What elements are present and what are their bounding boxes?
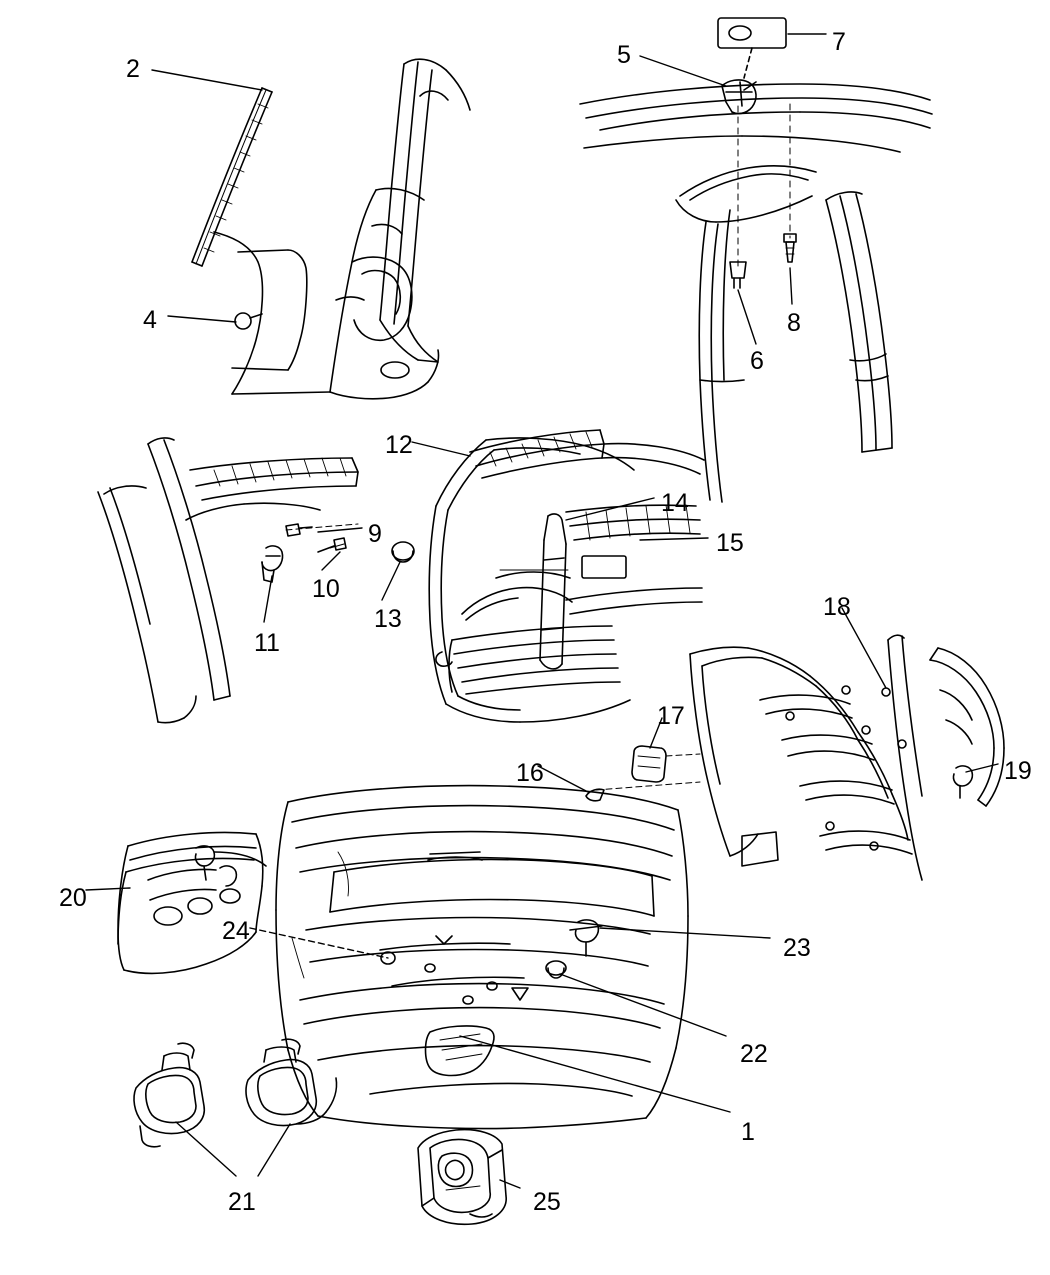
callout-23: 23 bbox=[783, 934, 811, 962]
callout-21: 21 bbox=[228, 1188, 256, 1216]
callout-4: 4 bbox=[143, 306, 157, 334]
callout-1: 1 bbox=[741, 1118, 755, 1146]
part-group-middle-center bbox=[392, 430, 704, 722]
callout-14: 14 bbox=[661, 489, 689, 517]
callout-24: 24 bbox=[222, 917, 250, 945]
callout-6: 6 bbox=[750, 347, 764, 375]
part-group-right-underbody bbox=[690, 635, 1004, 880]
callout-7: 7 bbox=[832, 28, 846, 56]
callout-8: 8 bbox=[787, 309, 801, 337]
callout-25: 25 bbox=[533, 1188, 561, 1216]
callout-18: 18 bbox=[823, 593, 851, 621]
callout-9: 9 bbox=[368, 520, 382, 548]
part-group-upper-left bbox=[192, 59, 470, 399]
callout-10: 10 bbox=[312, 575, 340, 603]
callout-11: 11 bbox=[254, 629, 280, 657]
callout-19: 19 bbox=[1004, 757, 1032, 785]
callout-5: 5 bbox=[617, 41, 631, 69]
callout-15: 15 bbox=[716, 529, 744, 557]
callout-22: 22 bbox=[740, 1040, 768, 1068]
callout-17: 17 bbox=[657, 702, 685, 730]
callout-16: 16 bbox=[516, 759, 544, 787]
callout-12: 12 bbox=[385, 431, 413, 459]
callout-13: 13 bbox=[374, 605, 402, 633]
callout-20: 20 bbox=[59, 884, 87, 912]
part-group-liftgate bbox=[118, 786, 688, 1225]
part-group-upper-right bbox=[580, 18, 932, 502]
callout-2: 2 bbox=[126, 55, 140, 83]
